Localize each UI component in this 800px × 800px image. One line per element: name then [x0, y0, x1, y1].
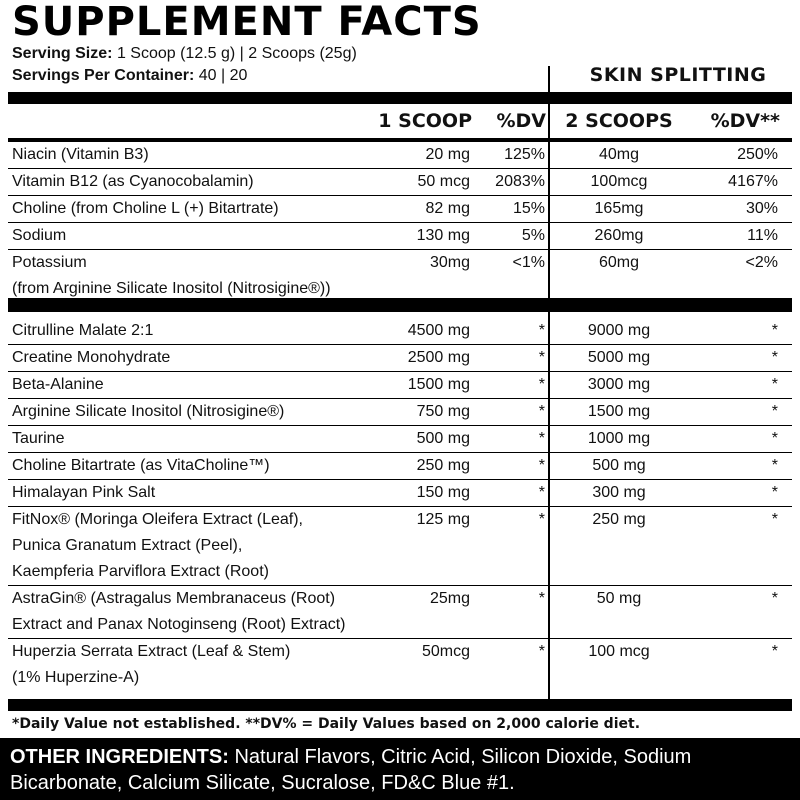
amount-2-scoops: 1000 mg [587, 430, 651, 447]
amount-1-scoop: 750 mg [416, 403, 470, 420]
dv-1-scoop: * [538, 457, 545, 474]
amount-1-scoop: 25mg [429, 590, 470, 607]
dv-2-scoops: * [771, 643, 778, 660]
dv-1-scoop: * [538, 322, 545, 339]
ingredient-name-cont: (from Arginine Silicate Inositol (Nitrosigine®)) [12, 280, 331, 297]
dv-1-scoop: 15% [512, 200, 545, 217]
dv-1-scoop: * [538, 590, 545, 607]
ingredient-name: Vitamin B12 (as Cyanocobalamin) [12, 173, 254, 190]
ingredient-name: Choline Bitartrate (as VitaCholine™) [12, 457, 270, 474]
section-thick-bar [8, 298, 792, 312]
col-header-dv-2: %DV** [710, 110, 780, 132]
amount-1-scoop: 30mg [429, 254, 470, 271]
dv-1-scoop: * [538, 511, 545, 528]
ingredient-name: Choline (from Choline L (+) Bitartrate) [12, 200, 279, 217]
other-ingredients [10, 744, 800, 796]
other-ingredients-text: Natural Flavors, Citric Acid, Silicon Dioxide, Sodium Bicarbonate, Calcium Silicate, Sucralose, FD&C Blue #1. [10, 746, 692, 794]
daily-value-footnote: *Daily Value not established. **DV% = Daily Values based on 2,000 calorie diet. [12, 716, 641, 732]
dv-2-scoops: 30% [745, 200, 778, 217]
ingredient-name: Niacin (Vitamin B3) [12, 146, 149, 163]
dv-2-scoops: 11% [747, 227, 778, 244]
dv-2-scoops: <2% [745, 254, 778, 271]
amount-2-scoops: 9000 mg [587, 322, 651, 339]
amount-2-scoops: 60mg [598, 254, 640, 271]
ingredient-name: FitNox® (Moringa Oleifera Extract (Leaf), [12, 511, 303, 528]
dv-2-scoops: * [771, 484, 778, 501]
dv-1-scoop: 2083% [495, 173, 545, 190]
dv-2-scoops: * [771, 403, 778, 420]
ingredient-name: Potassium [12, 254, 87, 271]
amount-2-scoops: 100 mcg [588, 643, 650, 660]
ingredient-name-cont: Kaempferia Parviflora Extract (Root) [12, 563, 269, 580]
ingredient-name: Arginine Silicate Inositol (Nitrosigine®) [12, 403, 285, 420]
amount-2-scoops: 250 mg [592, 511, 646, 528]
dv-1-scoop: <1% [512, 254, 545, 271]
amount-1-scoop: 2500 mg [407, 349, 470, 366]
dv-2-scoops: * [771, 349, 778, 366]
dv-2-scoops: * [771, 457, 778, 474]
dv-1-scoop: * [538, 643, 545, 660]
amount-2-scoops: 260mg [594, 227, 644, 244]
label-title: SUPPLEMENT FACTS [12, 0, 482, 45]
top-divider [548, 66, 550, 104]
dv-2-scoops: 250% [737, 146, 778, 163]
dv-1-scoop: * [538, 403, 545, 420]
ingredient-name-cont: Punica Granatum Extract (Peel), [12, 537, 243, 554]
serving-size-label: Serving Size: [12, 45, 113, 62]
amount-1-scoop: 130 mg [416, 227, 470, 244]
dv-1-scoop: * [538, 484, 545, 501]
amount-2-scoops: 3000 mg [587, 376, 651, 393]
amount-1-scoop: 125 mg [416, 511, 470, 528]
amount-2-scoops: 300 mg [592, 484, 646, 501]
amount-1-scoop: 250 mg [416, 457, 470, 474]
ingredient-name: Huperzia Serrata Extract (Leaf & Stem) [12, 643, 291, 660]
col-header-dv: %DV [496, 110, 546, 132]
amount-1-scoop: 50mcg [421, 643, 470, 660]
ingredient-name: Sodium [12, 227, 67, 244]
amount-1-scoop: 4500 mg [407, 322, 470, 339]
amount-2-scoops: 5000 mg [587, 349, 651, 366]
servings-per-container-line [12, 66, 247, 86]
col-header-2-scoops: 2 SCOOPS [565, 110, 673, 132]
dv-1-scoop: 5% [521, 227, 545, 244]
serving-size-line [12, 44, 357, 64]
vitamins-divider [548, 104, 550, 298]
ingredient-name: Taurine [12, 430, 65, 447]
ingredient-name-cont: Extract and Panax Notoginseng (Root) Extract) [12, 616, 346, 633]
other-ingredients-label: OTHER INGREDIENTS: [10, 746, 229, 768]
amount-2-scoops: 50 mg [596, 590, 642, 607]
dv-1-scoop: * [538, 430, 545, 447]
amount-1-scoop: 500 mg [416, 430, 470, 447]
dv-2-scoops: * [771, 590, 778, 607]
dv-1-scoop: * [538, 349, 545, 366]
amount-1-scoop: 82 mg [425, 200, 470, 217]
dv-2-scoops: 4167% [728, 173, 778, 190]
amount-1-scoop: 20 mg [425, 146, 470, 163]
top-thick-bar [8, 92, 792, 104]
amount-2-scoops: 500 mg [592, 457, 646, 474]
serving-size-value: 1 Scoop (12.5 g) | 2 Scoops (25g) [116, 45, 357, 62]
amount-2-scoops: 100mcg [590, 173, 648, 190]
dv-2-scoops: * [771, 430, 778, 447]
amount-2-scoops: 165mg [594, 200, 644, 217]
bottom-thick-bar [8, 699, 792, 711]
ingredient-name: Citrulline Malate 2:1 [12, 322, 154, 339]
amount-2-scoops: 40mg [598, 146, 640, 163]
servings-per-container-value: 40 | 20 [198, 67, 248, 84]
col-header-1-scoop: 1 SCOOP [378, 110, 472, 132]
ingredient-name: Creatine Monohydrate [12, 349, 171, 366]
ingredient-name-cont: (1% Huperzine-A) [12, 669, 140, 686]
servings-per-container-label: Servings Per Container: [12, 67, 195, 84]
amount-1-scoop: 50 mcg [417, 173, 470, 190]
dv-2-scoops: * [771, 376, 778, 393]
amount-1-scoop: 1500 mg [407, 376, 470, 393]
dv-1-scoop: * [538, 376, 545, 393]
amount-2-scoops: 1500 mg [587, 403, 651, 420]
dv-1-scoop: 125% [504, 146, 545, 163]
dv-2-scoops: * [771, 322, 778, 339]
dv-2-scoops: * [771, 511, 778, 528]
ingredient-name: Himalayan Pink Salt [12, 484, 156, 501]
ingredient-name: Beta-Alanine [12, 376, 104, 393]
amount-1-scoop: 150 mg [416, 484, 470, 501]
product-name: SKIN SPLITTING [589, 64, 767, 86]
ingredient-name: AstraGin® (Astragalus Membranaceus (Root) [12, 590, 336, 607]
